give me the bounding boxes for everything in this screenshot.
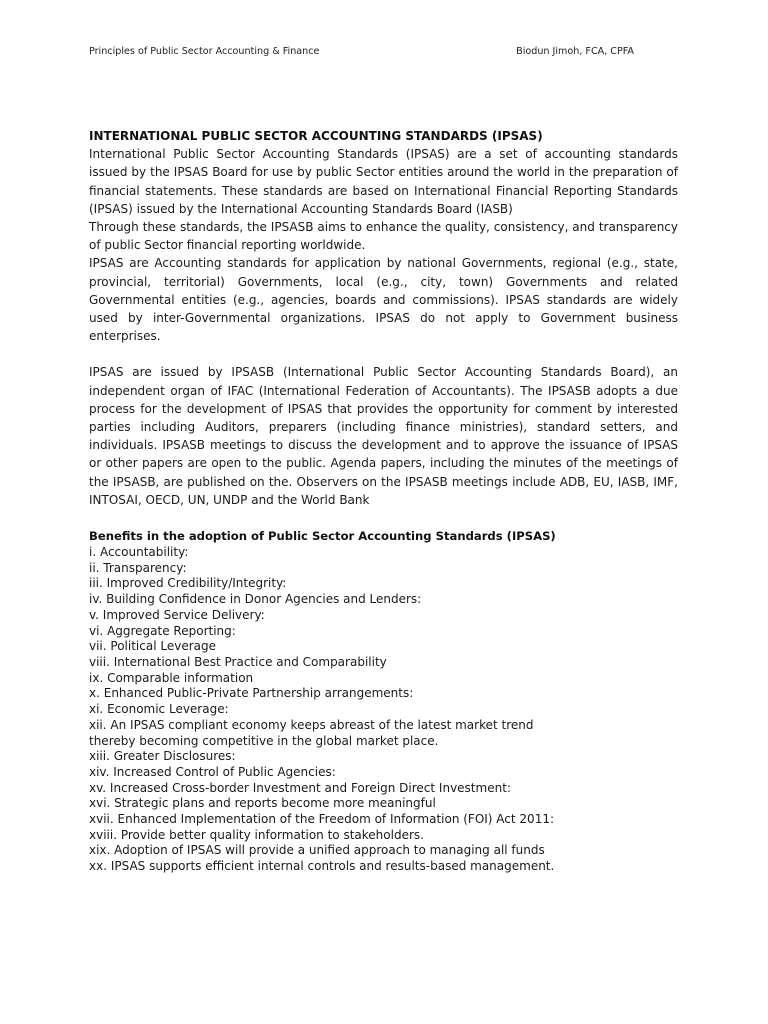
paragraph-intro: International Public Sector Accounting Standards (IPSAS) are a set of accounting standards issued by the IPSAS Board for use by public Sector entities around the world in the preparation of financial statements. These standards are based on International Financial Reporting Standards (IPSAS) issued by the International Accounting Standards Board (IASB) — [89, 147, 678, 216]
list-item: thereby becoming competitive in the global market place. — [89, 733, 439, 748]
list-item: ix. Comparable information — [89, 670, 254, 685]
benefits-list — [89, 545, 678, 875]
header-course-title: Principles of Public Sector Accounting & Finance — [89, 46, 320, 57]
list-item: i. Accountability: — [89, 545, 189, 560]
list-item: xii. An IPSAS compliant economy keeps abreast of the latest market trend — [89, 717, 534, 732]
list-item: xiv. Increased Control of Public Agencies: — [89, 764, 336, 779]
list-item: vii. Political Leverage — [89, 639, 216, 654]
section-spacer — [89, 509, 678, 527]
list-item: iv. Building Confidence in Donor Agencies and Lenders: — [89, 592, 422, 607]
list-item: xiii. Greater Disclosures: — [89, 749, 236, 764]
paragraph-aims: Through these standards, the IPSASB aims to enhance the quality, consistency, and transparency of public Sector financial reporting worldwide. — [89, 220, 678, 253]
paragraph-application: IPSAS are Accounting standards for application by national Governments, regional (e.g., state, provincial, territorial) Governments, local (e.g., city, town) Governments and related Governmental entities (e.g., agencies, boards and commissions). IPSAS standards are widely used by inter-Governmental organizations. IPSAS do not apply to Government business enterprises. — [89, 256, 678, 344]
list-item: xix. Adoption of IPSAS will provide a unified approach to managing all funds — [89, 843, 545, 858]
list-item: iii. Improved Credibility/Integrity: — [89, 576, 287, 591]
paragraph-issuance: IPSAS are issued by IPSASB (International Public Sector Accounting Standards Board), an independent organ of IFAC (International Federation of Accountants). The IPSASB adopts a due process for the development of IPSAS that provides the opportunity for comment by interested parties including Auditors, preparers (including finance ministries), standard setters, and individuals. IPSASB meetings to discuss the development and to approve the issuance of IPSAS or other papers are open to the public. Agenda papers, including the minutes of the meetings of the IPSASB, are published on the. Observers on the IPSASB meetings include ADB, EU, IASB, IMF, INTOSAI, OECD, UN, UNDP and the World Bank — [89, 365, 678, 507]
list-item: vi. Aggregate Reporting: — [89, 623, 236, 638]
list-item: xviii. Provide better quality information to stakeholders. — [89, 827, 424, 842]
header-author: Biodun Jimoh, FCA, CPFA — [516, 46, 634, 57]
list-item: v. Improved Service Delivery: — [89, 607, 265, 622]
list-item: xx. IPSAS supports efficient internal controls and results-based management. — [89, 859, 555, 874]
section-title: INTERNATIONAL PUBLIC SECTOR ACCOUNTING STANDARDS (IPSAS) — [89, 129, 543, 143]
list-item: xv. Increased Cross-border Investment and Foreign Direct Investment: — [89, 780, 511, 795]
list-item: xi. Economic Leverage: — [89, 702, 229, 717]
list-item: ii. Transparency: — [89, 560, 187, 575]
list-item: xvii. Enhanced Implementation of the Freedom of Information (FOI) Act 2011: — [89, 812, 554, 827]
list-item: viii. International Best Practice and Comparability — [89, 654, 387, 669]
paragraph-spacer — [89, 345, 678, 363]
list-item: x. Enhanced Public-Private Partnership arrangements: — [89, 686, 414, 701]
document-body — [89, 127, 678, 875]
benefits-title: Benefits in the adoption of Public Sector Accounting Standards (IPSAS) — [89, 529, 556, 544]
list-item: xvi. Strategic plans and reports become more meaningful — [89, 796, 436, 811]
